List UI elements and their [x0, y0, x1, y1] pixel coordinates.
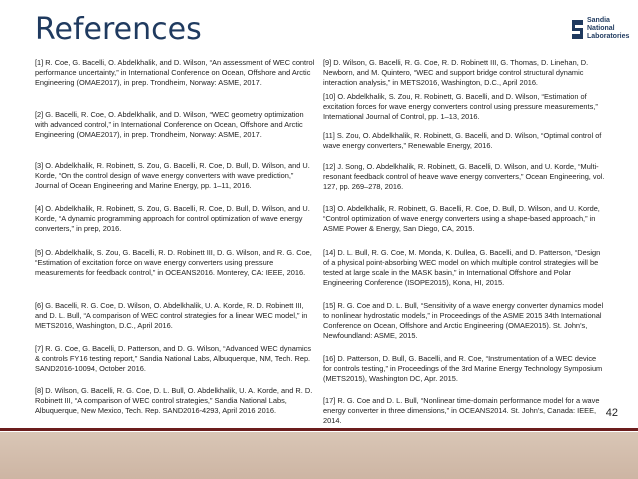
reference-15: [15] R. G. Coe and D. L. Bull, “Sensitivity of a wave energy converter dynamics model to nonlinear hydrostatic models,” in Proceedings of the ASME 2015 34th International Conference on Ocean, Offshore and Arctic Engineering (OMAE2015). St. John’s, Newfoundland: ASME, 2015.: [323, 301, 604, 340]
reference-8: [8] D. Wilson, G. Bacelli, R. G. Coe, D. L. Bull, O. Abdelkhalik, U. A. Korde, and R. D. Robinett III, “A comparison of WEC control strategies,” Sandia National Labs, Albuquerque, New Mexico, Tech. Rep. SAND2016-4293, April 2016 2016.: [35, 386, 313, 415]
reference-17: [17] R. G. Coe and D. L. Bull, “Nonlinear time-domain performance model for a wave energy converter in three dimensions,” in OCEANS2014. St. John’s, Canada: IEEE, 2014.: [323, 396, 600, 425]
footer-rule: [0, 428, 638, 431]
reference-11: [11] S. Zou, O. Abdelkhalik, R. Robinett, G. Bacelli, and D. Wilson, “Optimal control of wave energy converters,” Renewable Energy, 2016.: [323, 131, 602, 150]
reference-6: [6] G. Bacelli, R. G. Coe, D. Wilson, O. Abdelkhalik, U. A. Korde, R. D. Robinett III, and D. L. Bull, “A comparison of WEC control strategies for a linear WEC model,” in METS2016, Washington, D.C., April 2016.: [35, 301, 308, 330]
sandia-logo-text: [587, 17, 630, 41]
reference-7: [7] R. G. Coe, G. Bacelli, D. Patterson, and D. G. Wilson, “Advanced WEC dynamics & controls FY16 testing report,” Sandia National Labs, Albuquerque, NM, Tech. Rep. SAND2016-10094, October 2016.: [35, 344, 312, 373]
reference-4: [4] O. Abdelkhalik, R. Robinett, S. Zou, G. Bacelli, R. Coe, D. Bull, D. Wilson, and U. Korde, “A dynamic programming approach for control optimization of wave energy converters,” in prep, 2016.: [35, 204, 310, 233]
reference-1: [1] R. Coe, G. Bacelli, O. Abdelkhalik, and D. Wilson, “An assessment of WEC control performance uncertainty,” in International Conference on Ocean, Offshore and Arctic Engineering (OMAE2017), in prep. Trondheim, Norway: ASME, 2017.: [35, 58, 315, 87]
page-number: 42: [605, 407, 618, 419]
reference-9: [9] D. Wilson, G. Bacelli, R. G. Coe, R. D. Robinett III, G. Thomas, D. Linehan, D. Newborn, and M. Quintero, “WEC and support bridge control structural dynamic interaction analysis,” in METS2016, Washington, D.C., April 2016.: [323, 58, 589, 87]
reference-12: [12] J. Song, O. Abdelkhalik, R. Robinett, G. Bacelli, D. Wilson, and U. Korde, “Multi-resonant feedback control of heave wave energy converters,” Ocean Engineering, vol. 127, pp. 269–278, 2016.: [323, 162, 605, 191]
reference-5: [5] O. Abdelkhalik, S. Zou, G. Bacelli, R. D. Robinett III, D. G. Wilson, and R. G. Coe, “Estimation of excitation force on wave energy converters using pressure measurements for feedback control,” in OCEANS2016. Monterey, CA: IEEE, 2016.: [35, 248, 312, 277]
reference-2: [2] G. Bacelli, R. Coe, O. Abdelkhalik, and D. Wilson, “WEC geometry optimization with advanced control,” in International Conference on Ocean, Offshore and Arctic Engineering (OMAE2017), in prep. Trondheim, Norway: ASME, 2017.: [35, 110, 304, 139]
footer-band: [0, 432, 638, 479]
logo-line-1: Sandia: [587, 17, 610, 24]
reference-10: [10] O. Abdelkhalik, S. Zou, R. Robinett, G. Bacelli, and D. Wilson, “Estimation of excitation forces for wave energy converters control using pressure measurements,” International Journal of Control, pp. 1–13, 2016.: [323, 92, 598, 121]
reference-3: [3] O. Abdelkhalik, R. Robinett, S. Zou, G. Bacelli, R. Coe, D. Bull, D. Wilson, and U. Korde, “On the control design of wave energy converters with wave prediction,” Journal of Ocean Engineering and Marine Energy, pp. 1–11, 2016.: [35, 161, 310, 190]
logo-line-3: Laboratories: [587, 33, 630, 40]
reference-14: [14] D. L. Bull, R. G. Coe, M. Monda, K. Dullea, G. Bacelli, and D. Patterson, “Design of a physical point-absorbing WEC model on which multiple control strategies will be tested at large scale in the MASK basin,” in International Offshore and Polar Engineering Conference (ISOPE2015), Kona, HI, 2015.: [323, 248, 601, 287]
reference-13: [13] O. Abdelkhalik, R. Robinett, G. Bacelli, R. Coe, D. Bull, D. Wilson, and U. Korde, “Control optimization of wave energy converters using a shape-based approach,” in ASME Power & Energy, San Diego, CA, 2015.: [323, 204, 600, 233]
logo-line-2: National: [587, 25, 615, 32]
sandia-logo-icon: [570, 17, 585, 42]
reference-16: [16] D. Patterson, D. Bull, G. Bacelli, and R. Coe, “Instrumentation of a WEC device for controls testing,” in Proceedings of the 3rd Marine Energy Technology Symposium (METS2015), Washington DC, Apr. 2015.: [323, 354, 603, 383]
sandia-logo: [570, 16, 630, 50]
slide-title: References: [35, 12, 202, 47]
